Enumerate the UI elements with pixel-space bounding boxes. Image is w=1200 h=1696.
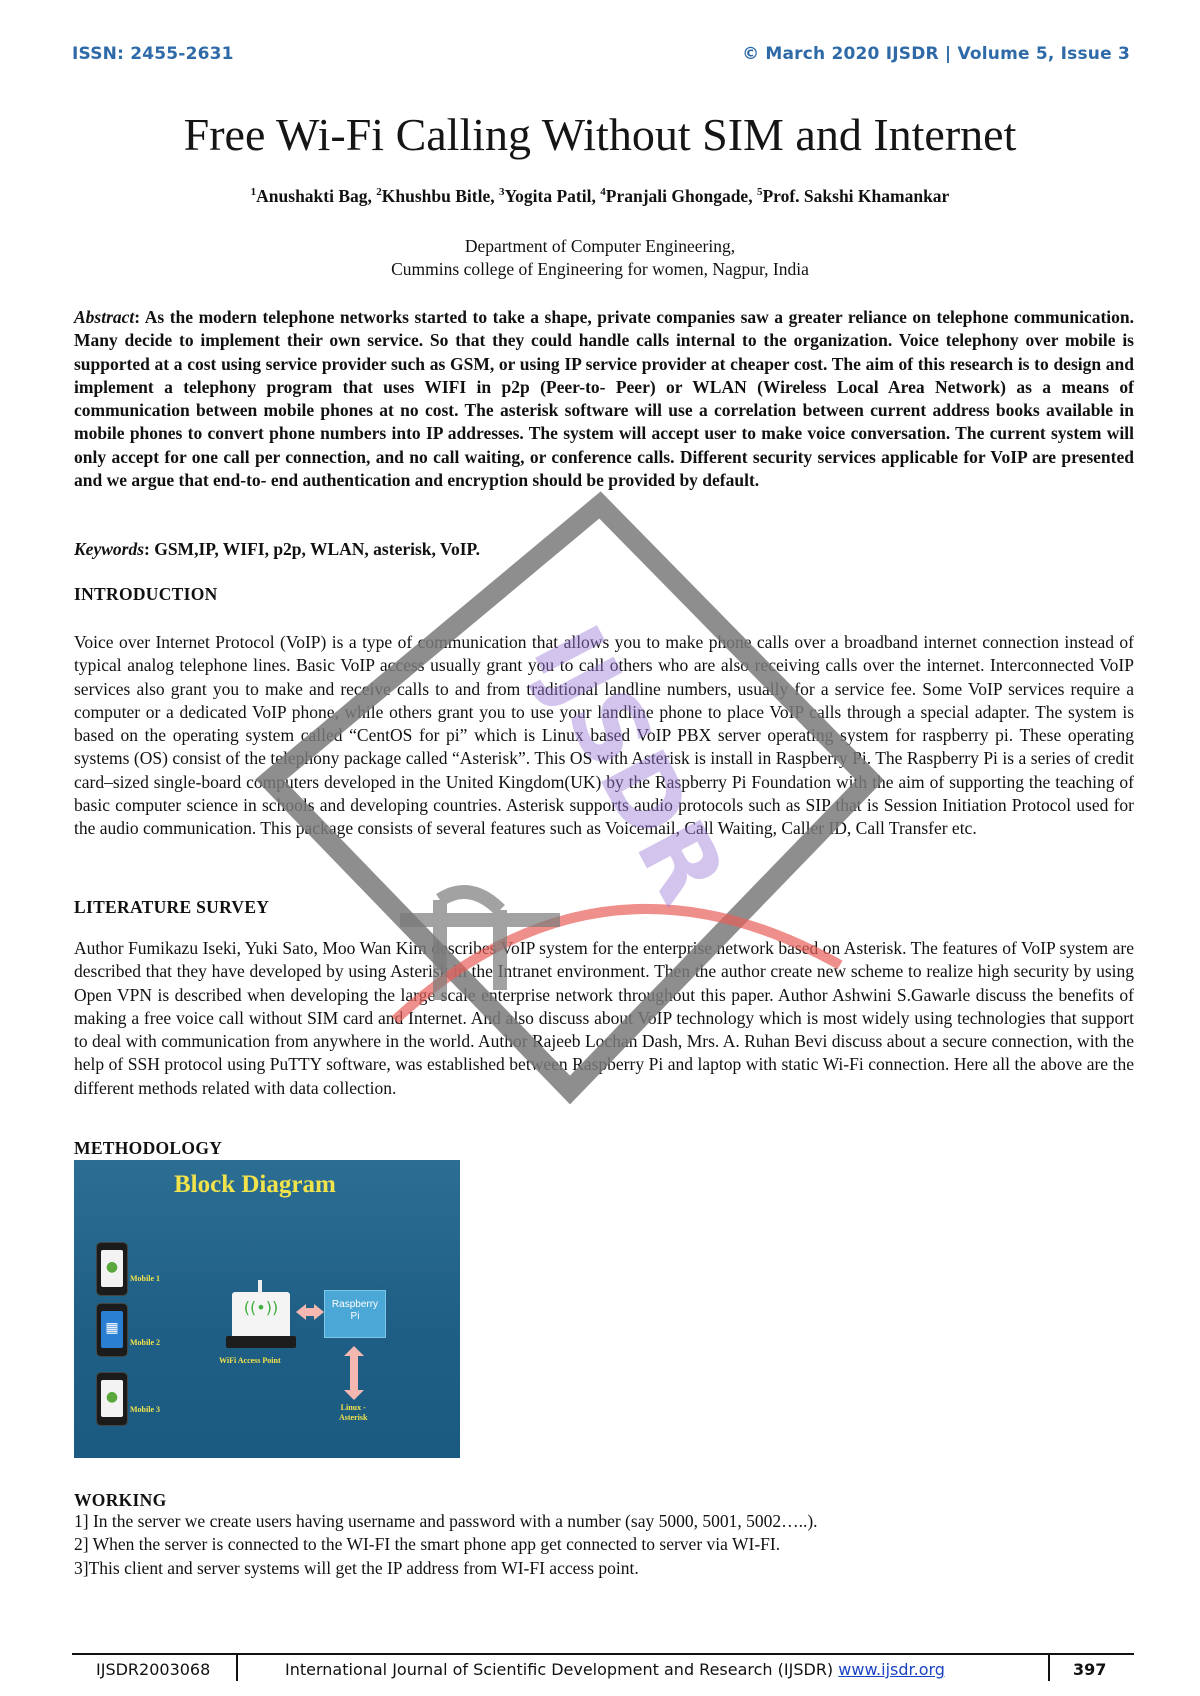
paper-title: Free Wi-Fi Calling Without SIM and Internet — [183, 109, 1017, 160]
keywords — [74, 538, 1134, 561]
journal-name — [285, 1660, 945, 1679]
author-name: Pranjali Ghongade, — [605, 186, 757, 206]
journal-title: International Journal of Scientific Development and Research (IJSDR) — [285, 1660, 839, 1679]
working-heading: WORKING — [74, 1490, 167, 1510]
bidirectional-arrow-icon — [296, 1304, 324, 1320]
vertical-arrow-icon — [344, 1346, 364, 1400]
mobile-phone-icon: ● — [96, 1372, 128, 1426]
watermark-text: IJSDR — [510, 608, 748, 921]
abstract-text: : As the modern telephone networks started to take a shape, private companies saw a greater reliance on telephone communication. Many decide to implement their own service. So that they could handle calls internal to the organization. Voice telephony over mobile is supported at a cost using service provider such as GSM, or using IP service provider at cheaper cost. The aim of this research is to design and implement a telephony program that uses WIFI in p2p (Peer-to- Peer) or WLAN (Wireless Local Area Network) as a means of communication between mobile phones at no cost. The asterisk software will use a correlation between current address books available in mobile phones to convert phone numbers into IP addresses. The system will accept user to make voice conversation. The current system will only accept for one call per connection, and no call waiting, or conference calls. Different security services applicable for VoIP are presented and we argue that end-to- end authentication and encryption should be provided by default. — [74, 307, 1134, 491]
keywords-text: : GSM,IP, WIFI, p2p, WLAN, asterisk, VoIP. — [144, 539, 480, 559]
working-item: 3]This client and server systems will get the IP address from WI-FI access point. — [74, 1557, 639, 1578]
author-name: Anushakti Bag, — [256, 186, 377, 206]
literature-text: Author Fumikazu Iseki, Yuki Sato, Moo Wan Kim describes VoIP system for the enterprise network based on Asterisk. The features of VoIP system are described that they have developed by using Asterisk in the Intranet environment. Then the author create new scheme to realize high security by using Open VPN is described when developing the large scale enterprise network throughout this paper. Author Ashwini S.Gawarle discuss the benefits of making a free voice call without SIM card and Internet. And also discuss about VoIP technology which is most widely using technologies that support to deal with communication from anywhere in the world. Author Rajeeb Lochan Dash, Mrs. A. Ruhan Bevi discuss about a secure connection, with the help of SSH protocol using PuTTY software, was established between Raspberry Pi and laptop with static Wi-Fi connection. Here all the above are the different methods related with data collection. — [74, 938, 1134, 1098]
mobile-phone-icon: ▦ — [96, 1303, 128, 1357]
author-index: 4 — [600, 186, 606, 199]
mobile-phone-icon: ● — [96, 1242, 128, 1296]
abstract-label: Abstract — [74, 307, 135, 327]
journal-issn: ISSN: 2455-2631 — [72, 44, 234, 64]
author-name: Yogita Patil, — [504, 186, 601, 206]
mobile-3-label: Mobile 3 — [130, 1405, 160, 1414]
mobile-2-label: Mobile 2 — [130, 1338, 160, 1347]
footer-separator — [1048, 1655, 1050, 1681]
working-list — [74, 1510, 1134, 1580]
raspberry-pi-box — [324, 1290, 386, 1338]
author-name: Prof. Sakshi Khamankar — [762, 186, 950, 206]
introduction-text: Voice over Internet Protocol (VoIP) is a type of communication that allows you to make phone calls over a broadband internet connection instead of typical analog telephone lines. Basic VoIP access usually grant you to call others who are also receiving calls over the internet. Interconnected VoIP services also grant you to make and receive calls to and from traditional landline numbers, usually for a service fee. Some VoIP services require a computer or a dedicated VoIP phone, while others grant you to use your landline phone to place VoIP calls through a special adapter. The system is based on the operating system called “CentOS for pi” which is Linux based VoIP PBX server operating system for raspberry pi. These operating systems (OS) consist of the telephony package called “Asterisk”. This OS with Asterisk is install in Raspberry Pi. The Raspberry Pi is a series of credit card–sized single-board computers developed in the United Kingdom(UK) by the Raspberry Pi Foundation with the aim of supporting the teaching of basic computer science in schools and developing countries. Asterisk supports audio protocols such as SIP that is Session Initiation Protocol used for the audio communication. This package consists of several features such as Voicemail, Call Waiting, Caller ID, Call Transfer etc. — [74, 632, 1134, 839]
author-index: 3 — [498, 186, 505, 199]
paper-id: IJSDR2003068 — [96, 1660, 211, 1679]
wifi-router-icon: ((•)) — [232, 1292, 290, 1344]
block-diagram-figure — [74, 1160, 460, 1458]
footer-rule — [72, 1653, 1134, 1655]
mobile-1-label: Mobile 1 — [130, 1274, 160, 1283]
working-item: 1] In the server we create users having username and password with a number (say 5000, 5001, 5002…..). — [74, 1511, 818, 1531]
working-item: 2] When the server is connected to the WI-FI the smart phone app get connected to server via WI-FI. — [74, 1534, 781, 1555]
diagram-arrows — [74, 1160, 460, 1458]
affiliation — [0, 235, 1200, 281]
affiliation-department: Department of Computer Engineering, — [464, 236, 736, 256]
author-list — [0, 186, 1200, 207]
affiliation-college: Cummins college of Engineering for women, Nagpur, India — [391, 259, 809, 279]
block-diagram-title: Block Diagram — [174, 1171, 336, 1198]
access-point-label: WiFi Access Point — [219, 1356, 281, 1365]
author-index: 1 — [250, 186, 257, 199]
introduction-heading: INTRODUCTION — [74, 584, 218, 604]
methodology-heading: METHODOLOGY — [74, 1138, 223, 1158]
journal-url-link[interactable]: www.ijsdr.org — [838, 1660, 945, 1679]
raspberry-pi-label: Raspberry Pi — [331, 1299, 379, 1322]
author-name: Khushbu Bitle, — [381, 186, 499, 206]
footer-separator — [236, 1655, 238, 1681]
keywords-label: Keywords — [74, 539, 144, 559]
author-index: 2 — [376, 186, 382, 199]
author-index: 5 — [756, 186, 763, 199]
linux-asterisk-label: Linux - Asterisk — [339, 1403, 368, 1422]
journal-issue: © March 2020 IJSDR | Volume 5, Issue 3 — [742, 44, 1130, 64]
literature-heading: LITERATURE SURVEY — [74, 897, 270, 917]
abstract — [74, 306, 1134, 492]
page-number: 397 — [1073, 1660, 1107, 1679]
